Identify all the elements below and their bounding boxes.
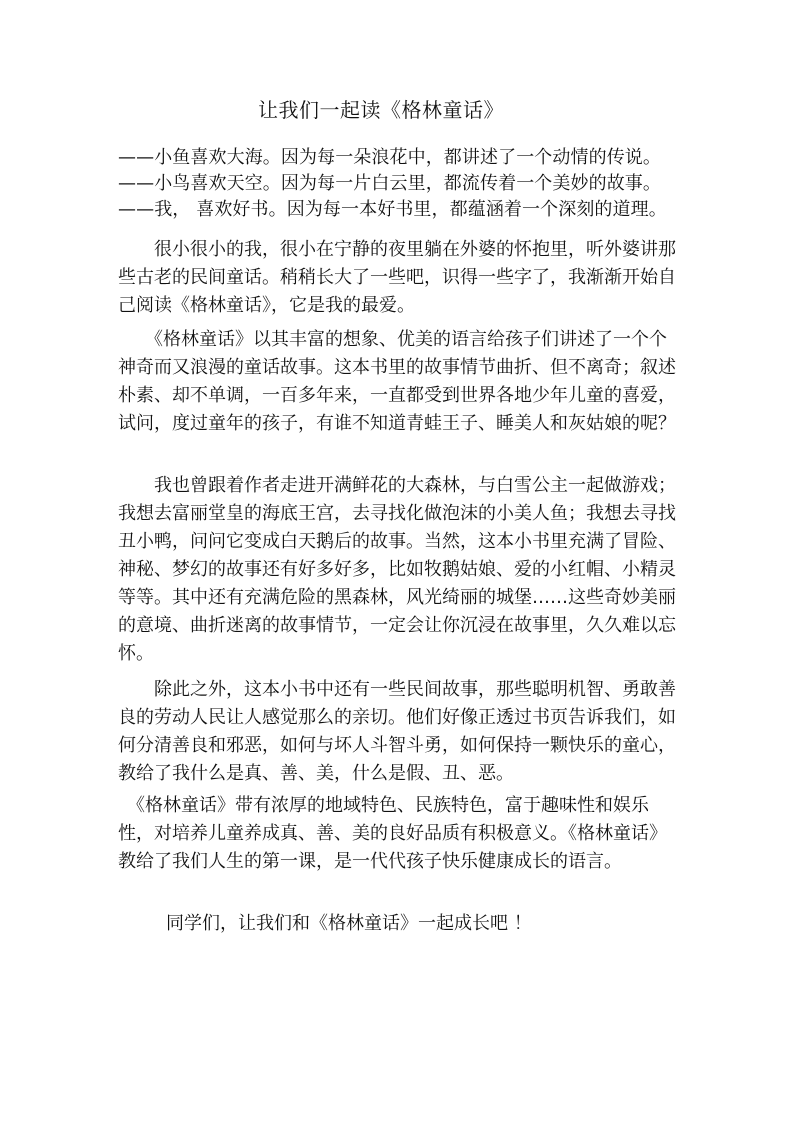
paragraph-significance: 《格林童话》带有浓厚的地域特色、民族特色，富于趣味性和娱乐性，对培养儿童养成真、善、美的良好品质有积极意义。《格林童话》教给了我们人生的第一课，是一代代孩子快乐健康成长的语言。 bbox=[118, 795, 667, 872]
document-title: 让我们一起读《格林童话》 bbox=[258, 98, 504, 122]
paragraph-closing: 同学们，让我们和《格林童话》一起成长吧 ！ bbox=[166, 913, 532, 934]
paragraph-adventures: 我也曾跟着作者走进开满鲜花的大森林，与白雪公主一起做游戏；我想去富丽堂皇的海底王宫，去寻找化做泡沫的小美人鱼；我想去寻找丑小鸭，问问它变成白天鹅后的故事。当然，这本小书里充满了冒险、神秘、梦幻的故事还有好多好多，比如牧鹅姑娘、爱的小红帽、小精灵等等。其中还有充满危险的黑森林，风光绮丽的城堡……这些奇妙美丽的意境、曲折迷离的故事情节，一定会让你沉浸在故事里，久久难以忘怀。 bbox=[118, 475, 676, 664]
paragraph-folk-stories: 除此之外，这本小书中还有一些民间故事，那些聪明机智、勇敢善良的劳动人民让人感觉那么的亲切。他们好像正透过书页告诉我们，如何分清善良和邪恶，如何与坏人斗智斗勇，如何保持一颗快乐的童心，教给了我什么是真、善、美，什么是假、丑、恶。 bbox=[118, 679, 676, 784]
intro-line-2: ——小鸟喜欢天空。因为每一片白云里，都流传着一个美妙的故事。 bbox=[118, 173, 661, 194]
paragraph-childhood: 很小很小的我，很小在宁静的夜里躺在外婆的怀抱里，听外婆讲那些古老的民间童话。稍稍长大了一些吧，识得一些字了，我渐渐开始自己阅读《格林童话》，它是我的最爱。 bbox=[118, 239, 676, 316]
paragraph-book-intro: 《格林童话》以其丰富的想象、优美的语言给孩子们讲述了一个个神奇而又浪漫的童话故事。这本书里的故事情节曲折、但不离奇；叙述朴素、却不单调，一百多年来，一直都受到世界各地少年儿童的喜爱，试问，度过童年的孩子，有谁不知道青蛙王子、睡美人和灰姑娘的呢？ bbox=[118, 329, 676, 434]
intro-line-3: ——我， 喜欢好书。因为每一本好书里，都蕴涵着一个深刻的道理。 bbox=[118, 199, 667, 220]
intro-line-1: ——小鱼喜欢大海。因为每一朵浪花中，都讲述了一个动情的传说。 bbox=[118, 147, 661, 168]
